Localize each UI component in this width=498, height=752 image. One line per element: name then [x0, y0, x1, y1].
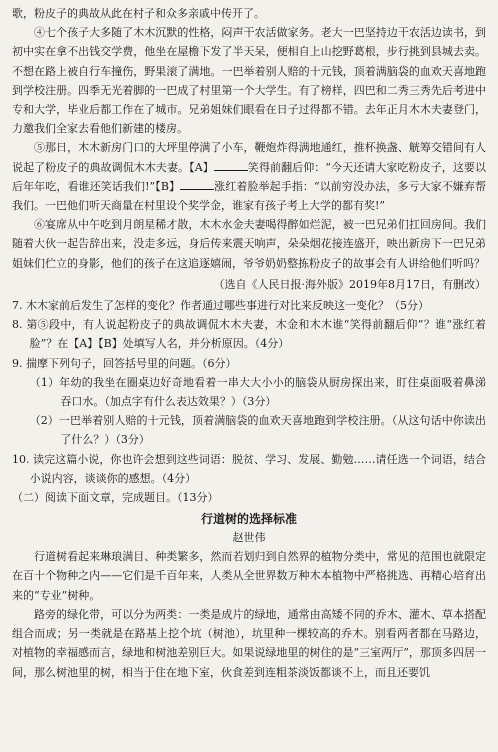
paragraph-6: ⑥宴席从中午吃到月朗星稀才散，木木水金夫妻喝得醉如烂泥，被一巴兄弟们扛回房间。我们随着大伙一起告辞出来，没走多远，身后传来震天响声，朵朵烟花接连盛开，映出新房下一巴兄弟姐妹们伫立的身影，他们的孩子在这追逐嬉闹，爷爷奶奶整拣粉皮子的故事会有人讲给他们听吗？ — [12, 218, 486, 270]
article-author: 赵世伟 — [232, 531, 266, 545]
article2-paragraph-1: 行道树看起来琳琅满目、种类繁多，然而若划归到自然界的植物分类中，常见的范围也就限定在百十个物种之内——它们是千百年来，人类从全世界数万种木本植物中严格挑选、再精心培育出来的“专业”树种。 — [12, 550, 486, 602]
question-9-1: （1）年幼的我坐在圈桌边好奇地看着一串大大小小的脑袋从厨房探出来，盯住桌面吸着鼻涕吞口水。（加点字有什么表达效果？）（3分） — [29, 375, 486, 409]
question-9-2: （2）一巴举着别人赔的十元钱，顶着满脑袋的血欢天喜地跑到学校注册。（从这句话中你读出了什么？）（3分） — [29, 414, 486, 447]
paragraph-5-part-b: 笑得前翻后仰：“今天还请大家吃粉皮子，这要以后年年吃，看谁还笑话我们!”【B】 — [12, 160, 486, 193]
paragraph-5-part-c: 涨红着脸举起手指：“以前穷没办法，多亏大家不嫌弃帮我们。一巴他们听天商量在村里设个奖学金，谁家有孩子考上大学的都有奖!” — [12, 179, 486, 213]
blank-b — [180, 179, 214, 190]
question-9: 9. 揣摩下列句子，回答括号里的问题。（6分） — [12, 356, 237, 370]
article2-paragraph-2: 路旁的绿化带，可以分为两类：一类是成片的绿地，通常由高矮不同的乔木、灌木、草本搭配组合而成；另一类就是在路基上挖个坑（树池），坑里种一棵较高的乔木。别看两者都在马路边，对植物的幸福感而言，绿地和树池差别巨大。如果说绿地里的树住的是“三室两厅”，那顶多四居一间，那么树池里的树，相当于住在地下室，伙食差到连粗茶淡饭都谈不上，而且还要饥 — [12, 607, 486, 679]
blank-a — [214, 160, 248, 171]
paragraph-5-part-a: ⑤那日，木木新房门口的大坪里停满了小车，鞭炮炸得满地通红，推杯换盏、觥筹交错间有人说起了粉皮子的典故调侃木木夫妻。【A】 — [12, 141, 486, 174]
paragraph-4: ④七个孩子大多随了木木沉默的性格，闷声干农活做家务。老大一巴坚持边干农活边读书，到初中实在拿不出钱交学费，他坐在屋檐下发了半天呆，便相自上山挖野葛根，步行挑到县城去卖。不想在路上被自行车撞伤，野果滚了满地。一巴举着别人赔的十元钱，顶着满脑袋的血欢天喜地跑到学校注册。四季无光着脚的一巴成了村里第一个大学生。有了榜样，四巴和二秀三秀先后考进中专和大学，毕业后都工作在了城市。兄弟姐妹们眼看在日子过得都不错。去年正月木木夫妻登门，力邀我们全家去看他们新建的楼房。 — [12, 26, 486, 136]
question-10: 10. 读完这篇小说，你也许会想到这些词语：脱贫、学习、发展、勤勉……请任选一个词语，结合小说内容，谈谈你的感想。（4分） — [12, 452, 486, 485]
source-citation: （选自《人民日报·海外版》2019年8月17日，有删改） — [213, 277, 486, 291]
paragraph-5 — [12, 138, 486, 215]
section-header: （二）阅读下面文章，完成题目。（13分） — [12, 491, 219, 505]
question-8: 8. 第⑤段中，有人说起粉皮子的典故调侃木木夫妻，木金和木木谁“笑得前翻后仰”？谁“涨红着脸”？在【A】【B】处填写人名，并分析原因。（4分） — [12, 318, 486, 351]
question-7: 7. 木木家前后发生了怎样的变化？作者通过哪些事进行对比来反映这一变化？（5分） — [12, 299, 429, 313]
article-title: 行道树的选择标准 — [200, 512, 297, 527]
paragraph-top: 歌，粉皮子的典故从此在村子和众多亲戚中传开了。 — [12, 7, 265, 20]
